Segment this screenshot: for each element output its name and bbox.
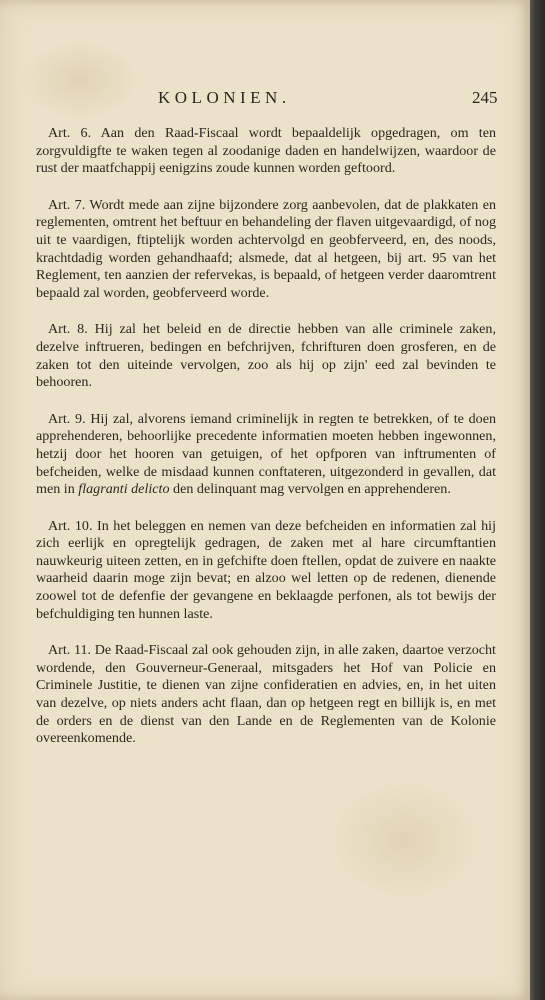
article-text: Hij zal het beleid en de directie hebben van alle criminele zaken, dezelve inftrueren, bedingen en befchrijven, fchrifturen doen grosferen, en de zaken tot den uiteinde vervolgen, zoo als hij op zijn' eed zal bevinden te behooren. — [36, 321, 496, 391]
article-7 — [36, 197, 496, 303]
page-number: 245 — [472, 88, 498, 107]
article-label: Art. 11. — [48, 642, 92, 659]
article-label: Art. 8. — [48, 321, 88, 338]
article-label: Art. 10. — [48, 517, 93, 534]
article-text-continued: den delinquant mag vervolgen en apprehenderen. — [169, 481, 451, 498]
article-9 — [36, 411, 496, 499]
article-text: Wordt mede aan zijne bijzondere zorg aanbevolen, dat de plakkaten en reglementen, omtrent het beftuur en behandeling der flaven uitgevaardigd, of nog uit te vaardigen, ftiptelijk worden achtervolgd en geobferveerd, en, des noods, krachtdadig worden gehandhaafd; alsmede, dat al hetgeen, bij art. 95 van het Reglement, ten aanzien der refervekas, is bepaald, of hetgeen verder daaromtrent bepaald zal worden, geobferveerd worde. — [36, 196, 497, 301]
article-label: Art. 9. — [48, 410, 86, 427]
article-10 — [36, 518, 496, 624]
running-title: KOLONIEN. — [158, 88, 291, 107]
article-text: De Raad-Fiscaal zal ook gehouden zijn, in alle zaken, daartoe verzocht wordende, den Gouverneur-Generaal, mitsgaders het Hof van Policie en Criminele Justitie, te dienen van zijne confideratien en advies, en, in het uiten van dezelve, op niets anders acht flaan, dan op hetgeen regt en billijk is, en met de orders en de dienst van den Lande en de Reglementen van de Kolonie overeenkomende. — [36, 642, 496, 747]
article-label: Art. 6. — [48, 125, 92, 141]
page-header — [0, 88, 530, 112]
article-8 — [36, 321, 496, 391]
paper-stain — [330, 780, 480, 900]
article-list — [36, 125, 496, 767]
article-6 — [36, 125, 496, 178]
article-text: Hij zal, alvorens iemand criminelijk in regten te betrekken, of te doen apprehenderen, behoorlijke precedente informatien moeten hebben ingewonnen, hetzij door het hooren van getuigen, of het opfporen van inftrumenten of befcheiden, welke de misdaad kunnen conftateren, uitgezonderd in gevallen, dat men in — [36, 410, 496, 498]
article-text: In het beleggen en nemen van deze befcheiden en informatien zal hij zich eerlijk en opregtelijk gedragen, de zaken met al hare circumftantien nauwkeurig uiteen zetten, en in gefchifte doen ftellen, opdat de zuivere en naakte waarheid daarin moge zijn bevat; en alzoo wel letten op de redenen, dienende zoowel tot de defenfie der gevangene en beklaagde perfonen, als tot bewijs der befchuldiging ten hunnen laste. — [36, 517, 496, 622]
article-text: Aan den Raad-Fiscaal wordt bepaaldelijk opgedragen, om ten zorgvuldigfte te waken tegen al zoodanige daden en handelwijzen, waardoor de rust der maatfchappij eenigzins zoude kunnen worden geftoord. — [36, 125, 497, 177]
book-edge — [530, 0, 545, 1000]
article-italic-phrase: flagranti delicto — [78, 481, 170, 498]
article-label: Art. 7. — [48, 196, 86, 213]
article-11 — [36, 642, 496, 748]
